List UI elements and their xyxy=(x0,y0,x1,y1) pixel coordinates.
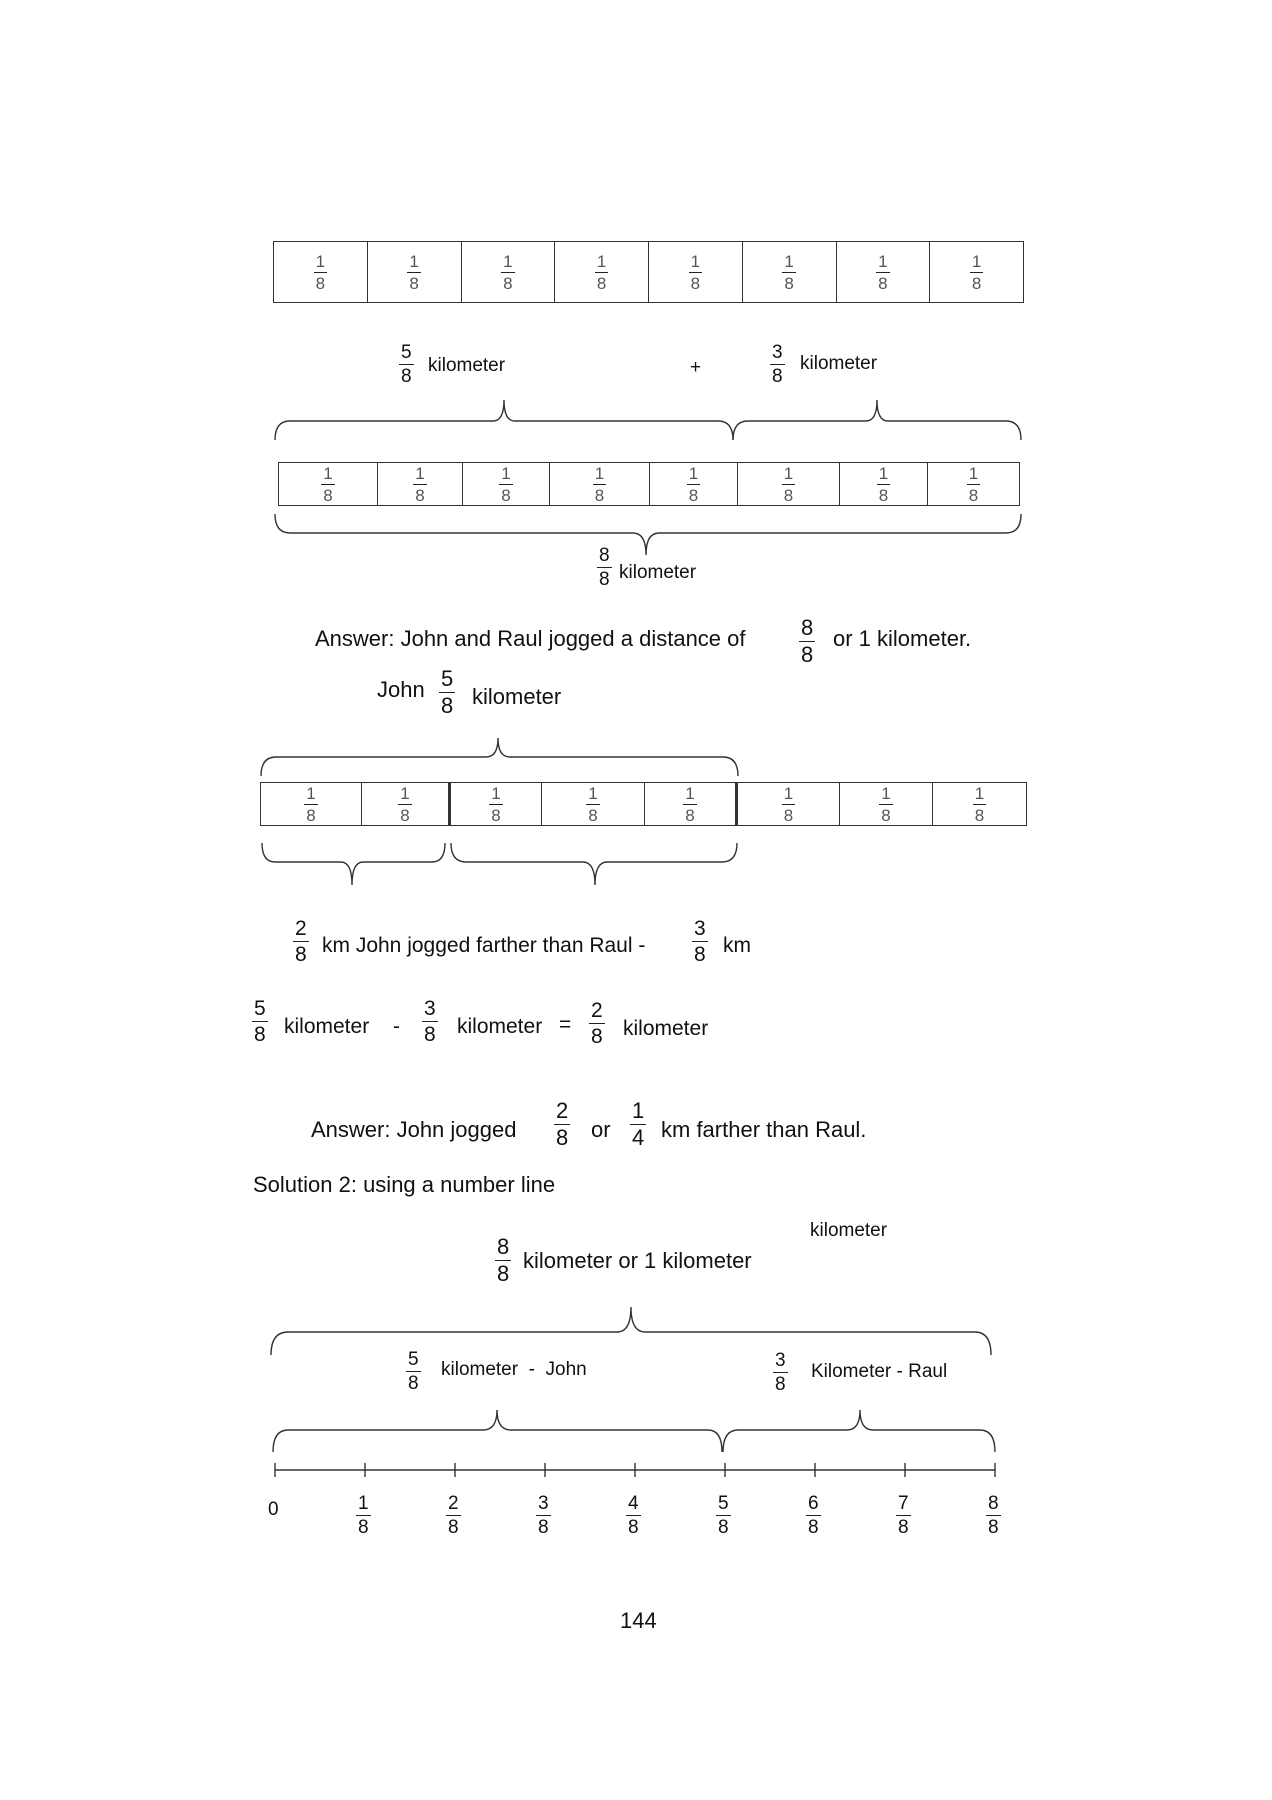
sum-left-label: kilometer xyxy=(428,355,506,376)
equation-fraction-c: 2 8 xyxy=(591,999,603,1048)
number-line-tick-label: 7 8 xyxy=(898,1493,909,1538)
equation-label-a: kilometer xyxy=(284,1015,370,1038)
number-line-zero: 0 xyxy=(268,1499,279,1520)
fraction: $\frac{1}{8}$ xyxy=(409,251,419,293)
page-number: 144 xyxy=(620,1608,657,1633)
difference-text: km John jogged farther than Raul - xyxy=(322,934,646,957)
john-unit: kilometer xyxy=(472,684,562,709)
fraction: $\frac{1}{8}$ xyxy=(878,251,888,293)
brace-number-line-total xyxy=(271,1307,991,1355)
answer-2-text: Answer: John jogged xyxy=(311,1117,517,1142)
difference-fraction-a: 2 8 xyxy=(295,917,307,966)
brace-number-line-john xyxy=(273,1410,722,1452)
brace-two-eighths xyxy=(262,843,445,885)
john-fraction: 5 8 xyxy=(441,666,454,718)
raul-segment-label: Kilometer - Raul xyxy=(811,1361,948,1382)
floating-kilometer-label: kilometer xyxy=(810,1220,888,1241)
equation-label-b: kilometer xyxy=(457,1015,543,1038)
fraction: $\frac{1}{8}$ xyxy=(315,251,326,293)
sum-right-fraction: 3 8 xyxy=(772,342,783,387)
fraction: $\frac{1}{8}$ xyxy=(690,251,701,293)
fraction: $\frac{1}{8}$ xyxy=(491,783,501,825)
number-line-tick-label: 4 8 xyxy=(628,1493,639,1538)
fraction: $\frac{1}{8}$ xyxy=(400,783,410,825)
answer-1-fraction: 8 8 xyxy=(801,615,814,667)
number-line-tick-label: 1 8 xyxy=(358,1493,369,1538)
john-label: John xyxy=(377,677,425,702)
number-line-tick-label: 3 8 xyxy=(538,1493,549,1538)
total-label: kilometer or 1 kilometer xyxy=(523,1248,752,1273)
equation-fraction-a: 5 8 xyxy=(254,997,266,1046)
fraction: $\frac{1}{8}$ xyxy=(685,783,695,825)
fraction: $\frac{1}{8}$ xyxy=(974,783,985,825)
equation-fraction-b: 3 8 xyxy=(424,997,436,1046)
john-segment-label: kilometer - John xyxy=(441,1359,587,1380)
fraction: $\frac{1}{8}$ xyxy=(596,251,607,293)
fraction: $\frac{1}{8}$ xyxy=(323,463,333,505)
number-line-tick-label: 5 8 xyxy=(718,1493,729,1538)
sum-right-label: kilometer xyxy=(800,353,878,374)
number-line-tick-label: 6 8 xyxy=(808,1493,819,1538)
brace-three-eighths-john xyxy=(451,843,737,885)
fraction: $\frac{1}{8}$ xyxy=(881,783,891,825)
fraction: $\frac{1}{8}$ xyxy=(784,251,794,293)
number-line-tick-label: 2 8 xyxy=(448,1493,459,1538)
answer-2-fraction-a: 2 8 xyxy=(556,1098,569,1150)
answer-2-or: or xyxy=(591,1117,611,1142)
plus-sign: + xyxy=(690,357,702,378)
difference-fraction-b: 3 8 xyxy=(694,917,706,966)
fraction: $\frac{1}{8}$ xyxy=(783,463,794,505)
brace-three-eighths xyxy=(733,400,1021,440)
answer-2-fraction-b: 1 4 xyxy=(632,1098,645,1150)
fraction: $\frac{1}{8}$ xyxy=(971,251,982,293)
fraction: $\frac{1}{8}$ xyxy=(878,463,889,505)
brace-john-top xyxy=(261,738,738,776)
answer-2-text-end: km farther than Raul. xyxy=(661,1117,867,1142)
answer-1-text: Answer: John and Raul jogged a distance of xyxy=(315,626,746,651)
sum-bottom-fraction: 8 8 xyxy=(599,545,610,590)
fraction: $\frac{1}{8}$ xyxy=(968,463,979,505)
fraction: $\frac{1}{8}$ xyxy=(501,463,511,505)
brace-eight-eighths xyxy=(275,514,1021,555)
equation-label-c: kilometer xyxy=(623,1017,709,1040)
fraction: $\frac{1}{8}$ xyxy=(783,783,794,825)
number-line-tick-label: 8 8 xyxy=(988,1493,999,1538)
fraction: $\frac{1}{8}$ xyxy=(503,251,513,293)
equation-equals: = xyxy=(559,1013,572,1036)
solution-2-heading: Solution 2: using a number line xyxy=(253,1172,556,1197)
sum-left-fraction: 5 8 xyxy=(401,342,412,387)
brace-number-line-raul xyxy=(723,1410,995,1452)
equation-minus: - xyxy=(393,1015,400,1038)
difference-unit: km xyxy=(723,934,751,957)
sum-bottom-label: kilometer xyxy=(619,562,697,583)
john-segment-fraction: 5 8 xyxy=(408,1349,419,1394)
fraction: $\frac{1}{8}$ xyxy=(588,783,598,825)
fraction: $\frac{1}{8}$ xyxy=(415,463,425,505)
fraction: $\frac{1}{8}$ xyxy=(594,463,605,505)
fraction: $\frac{1}{8}$ xyxy=(688,463,699,505)
brace-five-eighths xyxy=(275,400,733,440)
fraction: $\frac{1}{8}$ xyxy=(306,783,316,825)
raul-segment-fraction: 3 8 xyxy=(775,1350,786,1395)
answer-1-text-end: or 1 kilometer. xyxy=(833,626,972,651)
total-fraction: 8 8 xyxy=(497,1234,510,1286)
